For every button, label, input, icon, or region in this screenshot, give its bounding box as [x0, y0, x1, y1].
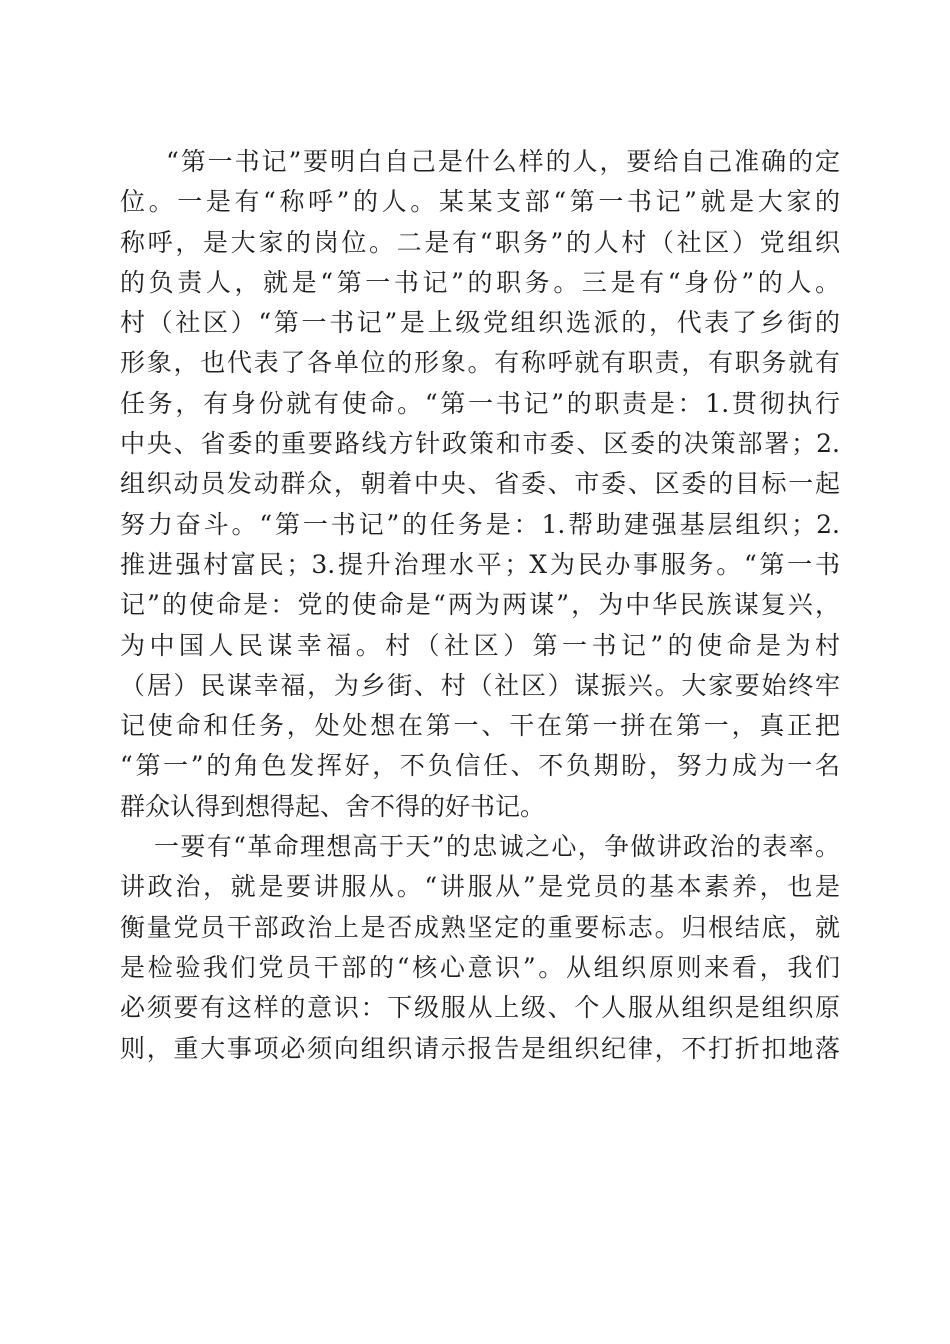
text-line: 一要有“革命理想高于天”的忠诚之心，争做讲政治的表率。: [154, 832, 840, 862]
text-line: （居）民谋幸福，为乡街、村（社区）谋振兴。大家要始终牢: [120, 670, 840, 700]
text-line: 是检验我们党员干部的“核心意识”。从组织原则来看，我们: [120, 952, 840, 982]
text-line: 讲政治，就是要讲服从。“讲服从”是党员的基本素养，也是: [120, 872, 840, 902]
text-line: 形象，也代表了各单位的形象。有称呼就有职责，有职务就有: [120, 348, 840, 378]
text-line: 的负责人，就是“第一书记”的职务。三是有“身份”的人。: [120, 267, 840, 297]
text-line: 位。一是有“称呼”的人。某某支部“第一书记”就是大家的: [120, 187, 840, 217]
text-line: 记使命和任务，处处想在第一、干在第一拼在第一，真正把: [120, 711, 840, 741]
paragraph-first-secretary-role: [120, 142, 840, 827]
text-line: “第一”的角色发挥好，不负信任、不负期盼，努力成为一名: [120, 751, 840, 781]
paragraph-loyalty-politics: [120, 827, 840, 1069]
text-line: 必须要有这样的意识：下级服从上级、个人服从组织是组织原: [120, 993, 840, 1023]
text-line: 记”的使命是：党的使命是“两为两谋”，为中华民族谋复兴，: [120, 590, 840, 620]
text-line: 中央、省委的重要路线方针政策和市委、区委的决策部署；2.: [120, 429, 840, 459]
text-line: 努力奋斗。“第一书记”的任务是：1.帮助建强基层组织；2.: [120, 509, 840, 539]
text-line: 推进强村富民；3.提升治理水平；X为民办事服务。“第一书: [120, 549, 840, 579]
text-line: “第一书记”要明白自己是什么样的人，要给自己准确的定: [166, 147, 840, 176]
text-line: 为中国人民谋幸福。村（社区）第一书记”的使命是为村: [120, 630, 840, 660]
text-line: 称呼，是大家的岗位。二是有“职务”的人村（社区）党组织: [120, 227, 840, 257]
text-line: 组织动员发动群众，朝着中央、省委、市委、区委的目标一起: [120, 469, 840, 499]
text-line: 衡量党员干部政治上是否成熟坚定的重要标志。归根结底，就: [120, 912, 840, 942]
text-line: 则，重大事项必须向组织请示报告是组织纪律，不打折扣地落: [120, 1033, 840, 1063]
document-body: [120, 142, 840, 1069]
text-line: 任务，有身份就有使命。“第一书记”的职责是：1.贯彻执行: [120, 388, 840, 418]
text-line: 群众认得到想得起、舍不得的好书记。: [120, 791, 546, 821]
text-line: 村（社区）“第一书记”是上级党组织选派的，代表了乡街的: [120, 308, 840, 338]
